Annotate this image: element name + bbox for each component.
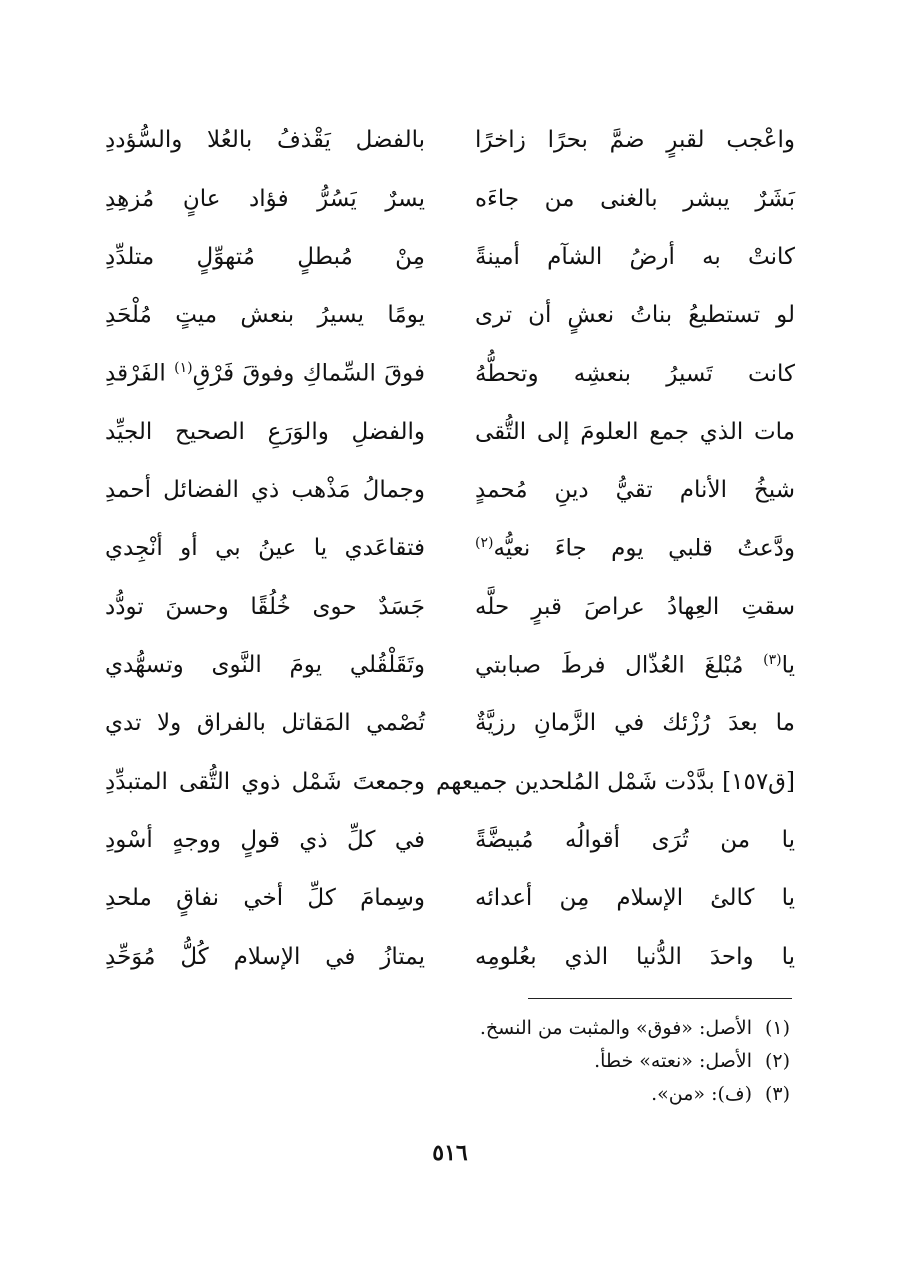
- verse-row: [105, 112, 795, 170]
- right-hemistich: [475, 186, 795, 214]
- hemistich-text: بالفضل يَقْذفُ بالعُلا والسُّؤددِ: [105, 127, 425, 154]
- right-hemistich: [475, 652, 795, 680]
- verse-row: [105, 695, 795, 753]
- hemistich-text: يسرٌ يَسُرُّ فؤاد عانٍ مُزهِدِ: [105, 185, 425, 212]
- footnote-marker: (٢): [475, 535, 494, 552]
- footnote-separator: [528, 998, 792, 999]
- hemistich-text: مُبْلغَ العُذّال فرطَ صبابتي: [475, 652, 764, 679]
- verse-row: [105, 812, 795, 870]
- poem-verses: [105, 112, 795, 986]
- hemistich-text: لو تستطيعُ بناتُ نعشٍ أن ترى: [475, 302, 795, 329]
- hemistich-text: يا واحدَ الدُّنيا الذي بعُلومِه: [475, 943, 795, 970]
- footnote-text: الأصل: «فوق» والمثبت من النسخ.: [479, 1017, 752, 1039]
- right-hemistich: [475, 477, 795, 505]
- left-hemistich: [105, 769, 425, 797]
- footnote-text: الأصل: «نعته» خطأ.: [594, 1050, 752, 1072]
- verse-row: [105, 928, 795, 986]
- verse-row: [105, 403, 795, 461]
- left-hemistich: [105, 885, 425, 913]
- footnote-marker: (١): [174, 360, 193, 377]
- footnote: [190, 1045, 790, 1078]
- hemistich-text: فتقاعَدي يا عينُ بي أو أنْجِدي: [105, 535, 425, 562]
- hemistich-text: ودَّعتُ قلبي يوم جاءَ نعيُّه: [493, 535, 795, 562]
- verse-row: [105, 170, 795, 228]
- left-hemistich: [105, 244, 425, 272]
- left-hemistich: [105, 360, 425, 388]
- hemistich-text: سقتِ العِهادُ عراصَ قبرٍ حلَّه: [475, 593, 795, 620]
- right-hemistich: [475, 535, 795, 563]
- footnote-number: (٢): [764, 1050, 790, 1072]
- footnote-marker: (٣): [763, 651, 782, 668]
- footnotes: [190, 1012, 790, 1111]
- left-hemistich: [105, 419, 425, 447]
- hemistich-text: وتَقَلْقُلي يومَ النَّوى وتسهُّدي: [105, 652, 425, 679]
- hemistich-text: يا كالئ الإسلام مِن أعدائه: [475, 885, 795, 912]
- hemistich-text: بَشَرٌ يبشر بالغنى من جاءَه: [475, 185, 795, 212]
- left-hemistich: [105, 127, 425, 155]
- right-hemistich: [475, 944, 795, 972]
- hemistich-text: فوقَ السِّماكِ وفوقَ فَرْقِ: [192, 360, 425, 387]
- footnote-number: (٣): [764, 1083, 790, 1105]
- hemistich-text: وجمالُ مَذْهب ذي الفضائل أحمدِ: [105, 477, 425, 504]
- hemistich-text: يا: [781, 652, 795, 679]
- hemistich-text: الفَرْقدِ: [105, 360, 175, 387]
- footnote-text: (ف): «من».: [651, 1083, 752, 1105]
- hemistich-text: يمتازُ في الإسلام كُلُّ مُوَحِّدِ: [105, 943, 425, 970]
- right-hemistich: [475, 885, 795, 913]
- right-hemistich: [475, 710, 795, 738]
- hemistich-text: يومًا يسيرُ بنعش ميتٍ مُلْحَدِ: [105, 302, 425, 329]
- left-hemistich: [105, 827, 425, 855]
- right-hemistich: [475, 594, 795, 622]
- left-hemistich: [105, 535, 425, 563]
- verse-row: [105, 345, 795, 403]
- hemistich-text: يا من تُرَى أقوالُه مُبيضَّةً: [475, 826, 795, 853]
- left-hemistich: [105, 710, 425, 738]
- verse-row: [105, 287, 795, 345]
- verse-row: [105, 462, 795, 520]
- right-hemistich: [475, 361, 795, 389]
- hemistich-text: [ق١٥٧] بدَّدْت شَمْل المُلحدين جميعهم: [435, 768, 795, 795]
- footnote-number: (١): [764, 1017, 790, 1039]
- hemistich-text: واعْجب لقبرٍ ضمَّ بحرًا زاخرًا: [475, 127, 795, 154]
- right-hemistich: [475, 827, 795, 855]
- hemistich-text: كانتْ به أرضُ الشآم أمينةً: [475, 243, 795, 270]
- hemistich-text: مِنْ مُبطلٍ مُتهوِّلٍ متلدِّدِ: [105, 243, 425, 270]
- verse-row: [105, 753, 795, 811]
- right-hemistich: [475, 302, 795, 330]
- left-hemistich: [105, 186, 425, 214]
- hemistich-text: والفضلِ والوَرَعِ الصحيح الجيِّد: [105, 418, 425, 445]
- verse-row: [105, 520, 795, 578]
- left-hemistich: [105, 302, 425, 330]
- verse-row: [105, 578, 795, 636]
- hemistich-text: وجمعتَ شَمْل ذوي التُّقى المتبدِّدِ: [105, 768, 425, 795]
- hemistich-text: في كلِّ ذي قولٍ ووجهٍ أسْودِ: [105, 826, 425, 853]
- right-hemistich: [475, 419, 795, 447]
- verse-row: [105, 870, 795, 928]
- left-hemistich: [105, 477, 425, 505]
- hemistich-text: جَسَدٌ حوى خُلُقًا وحسنَ تودُّد: [105, 593, 425, 620]
- page-number: ٥١٦: [432, 1140, 468, 1166]
- left-hemistich: [105, 944, 425, 972]
- verse-row: [105, 637, 795, 695]
- left-hemistich: [105, 594, 425, 622]
- left-hemistich: [105, 652, 425, 680]
- hemistich-text: تُصْمي المَقاتل بالفراق ولا تدي: [105, 710, 425, 737]
- hemistich-text: مات الذي جمع العلومَ إلى التُّقى: [475, 418, 795, 445]
- hemistich-text: وسِمامَ كلِّ أخي نفاقٍ ملحدِ: [105, 885, 425, 912]
- footnote: [190, 1078, 790, 1111]
- footnote: [190, 1012, 790, 1045]
- right-hemistich: [475, 127, 795, 155]
- hemistich-text: شيخُ الأنام تقيُّ دينِ مُحمدٍ: [475, 477, 795, 504]
- verse-row: [105, 229, 795, 287]
- right-hemistich: [435, 768, 795, 797]
- right-hemistich: [475, 244, 795, 272]
- hemistich-text: ما بعدَ رُزْئك في الزَّمانِ رزيَّةٌ: [475, 710, 795, 737]
- hemistich-text: كانت تَسيرُ بنعشِه وتحطُّهُ: [475, 360, 795, 387]
